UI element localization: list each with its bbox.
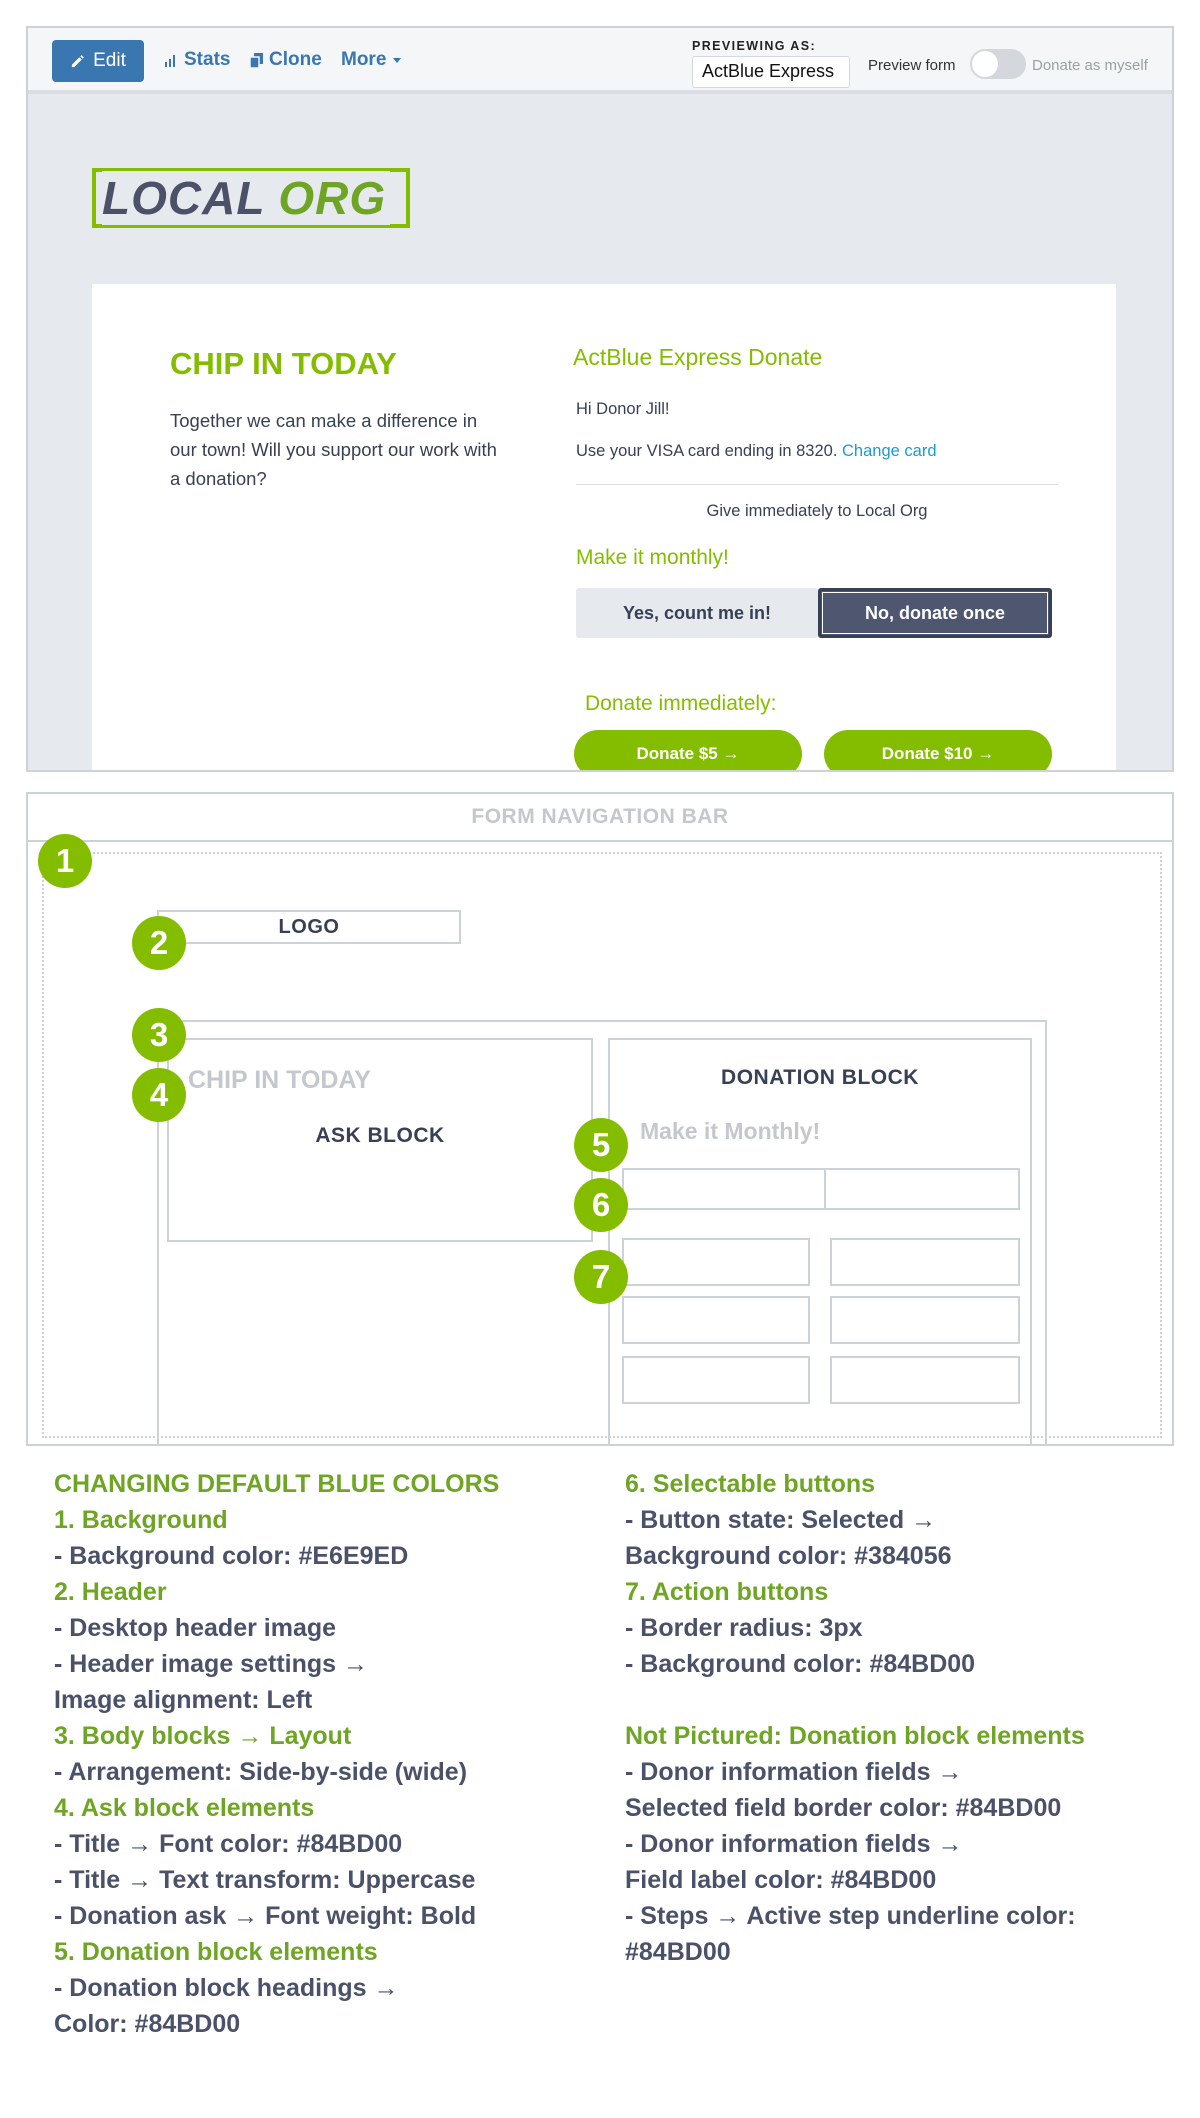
stats-link[interactable] [164,49,230,71]
diagram-ask-block-label: ASK BLOCK [315,1124,445,1147]
note-line: - Donation block headings → [54,1974,399,2002]
note-line: - Title → Text transform: Uppercase [54,1866,476,1894]
marker-7: 7 [574,1250,628,1304]
edit-button[interactable] [52,40,144,82]
note-heading: CHANGING DEFAULT BLUE COLORS [54,1470,500,1498]
layout-diagram [26,792,1174,1446]
clone-link[interactable] [250,49,322,71]
donor-greeting: Hi Donor Jill! [576,400,670,418]
note-line: - Steps → Active step underline color: [625,1902,1076,1930]
note-line: - Donation ask → Font weight: Bold [54,1902,477,1930]
marker-4: 4 [132,1068,186,1122]
diagram-nav-bar: FORM NAVIGATION BAR [28,794,1172,842]
note-line [625,1682,1185,1718]
note-heading: 3. Body blocks → Layout [54,1722,352,1750]
more-dropdown[interactable] [341,49,402,71]
monthly-yes-button[interactable]: Yes, count me in! [576,588,818,638]
diagram-ask-title: CHIP IN TODAY [188,1066,371,1094]
marker-2: 2 [132,916,186,970]
diagram-action-button [830,1238,1020,1286]
note-line: - Arrangement: Side-by-side (wide) [54,1758,468,1786]
bar-chart-icon [164,53,178,67]
donate-as-myself-label: Donate as myself [1032,57,1148,74]
stats-label: Stats [184,49,231,70]
donation-block-title: ActBlue Express Donate [573,344,823,370]
diagram-action-button [622,1238,810,1286]
diagram-selectable-button [824,1168,1020,1210]
pencil-icon [70,54,85,69]
donate-immediately-heading: Donate immediately: [585,692,777,715]
note-line: - Desktop header image [54,1614,337,1642]
give-immediately-text: Give immediately to Local Org [706,502,928,520]
note-line: - Donor information fields → [625,1758,963,1786]
note-line: - Donor information fields → [625,1830,963,1858]
editor-toolbar [28,28,1172,94]
monthly-no-button[interactable]: No, donate once [818,588,1052,638]
note-line: - Border radius: 3px [625,1614,863,1642]
copy-icon [250,53,263,68]
note-line: Background color: #384056 [625,1542,952,1570]
note-line: - Background color: #84BD00 [625,1650,976,1678]
preview-form-label: Preview form [868,57,956,74]
form-body-card [92,284,1116,772]
note-heading: 4. Ask block elements [54,1794,315,1822]
logo-text-local: LOCAL [102,172,265,224]
notes-left-column [54,1466,614,2042]
change-card-link[interactable]: Change card [842,442,937,460]
note-heading: 1. Background [54,1506,228,1534]
logo-text-org: ORG [278,172,387,224]
note-line: Image alignment: Left [54,1686,313,1714]
caret-down-icon [392,55,402,65]
donate-10-button[interactable]: Donate $10 → [824,730,1052,772]
diagram-donation-block-label: DONATION BLOCK [721,1066,919,1089]
note-line: - Button state: Selected → [625,1506,937,1534]
donate-5-button[interactable]: Donate $5 → [574,730,802,772]
marker-3: 3 [132,1008,186,1062]
previewing-as-label: PREVIEWING AS: [692,39,817,53]
note-line: #84BD00 [625,1938,731,1966]
edit-button-label: Edit [93,50,126,71]
note-line: - Title → Font color: #84BD00 [54,1830,403,1858]
previewing-as-select[interactable]: ActBlue Express [692,56,850,88]
diagram-monthly-heading: Make it Monthly! [640,1118,821,1144]
diagram-action-button [830,1296,1020,1344]
note-line: - Background color: #E6E9ED [54,1542,409,1570]
diagram-action-button [622,1296,810,1344]
org-logo [92,168,410,228]
diagram-selectable-button [622,1168,826,1210]
more-label: More [341,49,387,70]
ask-title: CHIP IN TODAY [170,346,397,381]
ask-body: Together we can make a difference in our town! Will you support our work with a donation? [170,410,497,489]
card-info-text: Use your VISA card ending in 8320. [576,442,838,460]
note-heading: Not Pictured: Donation block elements [625,1722,1085,1750]
note-heading: 7. Action buttons [625,1578,829,1606]
note-heading: 2. Header [54,1578,167,1606]
marker-5: 5 [574,1118,628,1172]
note-heading: 6. Selectable buttons [625,1470,876,1498]
note-line: Color: #84BD00 [54,2010,241,2038]
monthly-heading: Make it monthly! [576,546,729,569]
diagram-action-button [830,1356,1020,1404]
note-heading: 5. Donation block elements [54,1938,378,1966]
marker-1: 1 [38,834,92,888]
donate-as-myself-toggle[interactable] [970,49,1026,79]
diagram-logo-placeholder: LOGO [157,910,461,944]
diagram-action-button [622,1356,810,1404]
clone-label: Clone [269,49,322,70]
notes-right-column [625,1466,1185,1970]
marker-6: 6 [574,1178,628,1232]
note-line: - Header image settings → [54,1650,368,1678]
form-preview-screenshot [26,26,1174,772]
toggle-knob [972,51,998,77]
note-line: Selected field border color: #84BD00 [625,1794,1062,1822]
card-info [576,442,937,461]
note-line: Field label color: #84BD00 [625,1866,937,1894]
divider [576,484,1058,485]
